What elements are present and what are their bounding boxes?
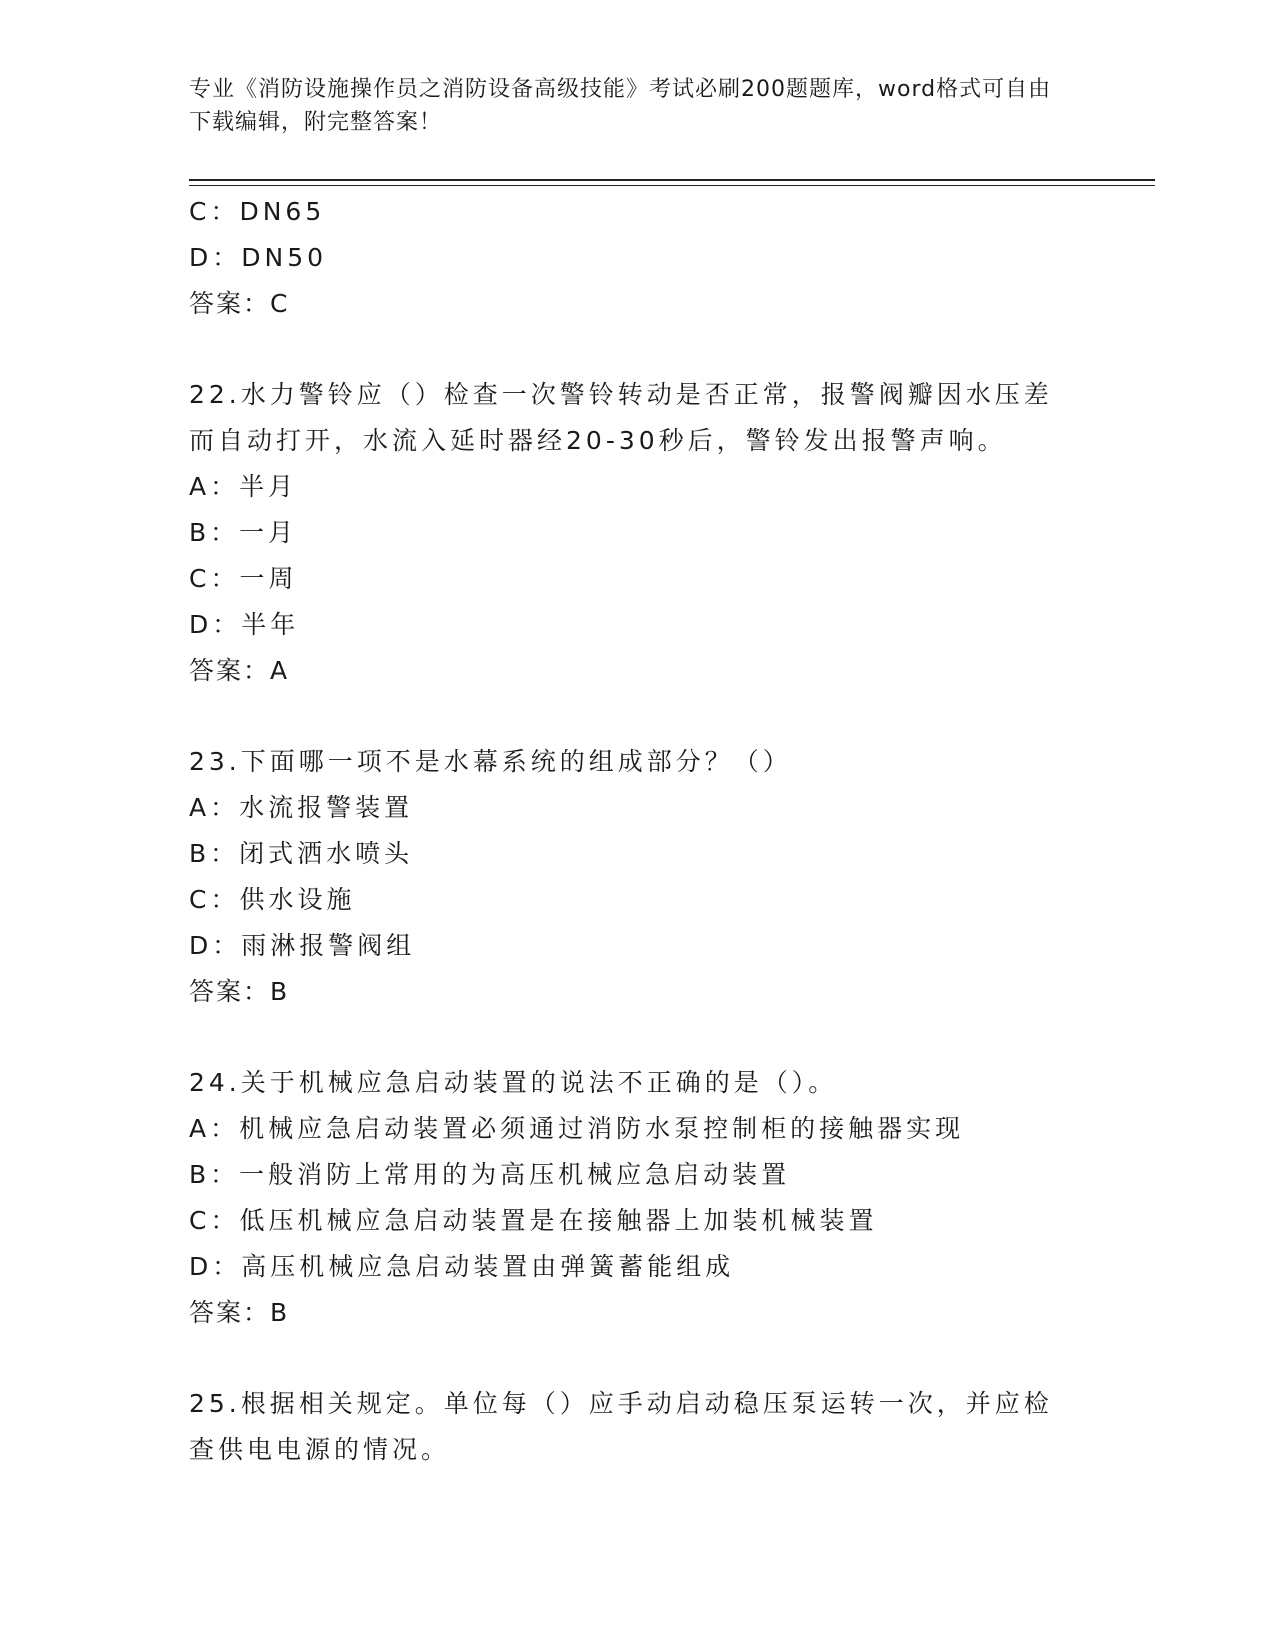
q22-option-b: B：一月 xyxy=(189,518,298,547)
q21-option-c: C：DN65 xyxy=(189,197,326,226)
q22-option-a: A：半月 xyxy=(189,472,298,501)
spacer xyxy=(189,327,1089,372)
header-divider-thick xyxy=(189,179,1155,181)
q25-text: 25.根据相关规定。单位每（）应手动启动稳压泵运转一次，并应检查供电电源的情况。 xyxy=(189,1389,1053,1464)
q24-answer: 答案：B xyxy=(189,1298,290,1327)
q22-option-d: D：半年 xyxy=(189,610,300,639)
q24-text: 24.关于机械应急启动装置的说法不正确的是（）。 xyxy=(189,1068,838,1097)
q21-option-d: D：DN50 xyxy=(189,243,328,272)
question-content xyxy=(189,189,1089,1473)
header-divider-thin xyxy=(189,185,1155,186)
q23-option-a: A：水流报警装置 xyxy=(189,793,414,822)
q23-option-c: C：供水设施 xyxy=(189,885,356,914)
q21-answer: 答案：C xyxy=(189,289,290,318)
spacer xyxy=(189,1336,1089,1381)
spacer xyxy=(189,694,1089,739)
page-header-title: 专业《消防设施操作员之消防设备高级技能》考试必刷200题题库，word格式可自由下载编辑，附完整答案！ xyxy=(189,77,1052,135)
q22-option-c: C：一周 xyxy=(189,564,298,593)
q23-answer: 答案：B xyxy=(189,977,290,1006)
q24-option-c: C：低压机械应急启动装置是在接触器上加装机械装置 xyxy=(189,1206,878,1235)
q23-text: 23.下面哪一项不是水幕系统的组成部分？（） xyxy=(189,747,792,776)
q23-option-b: B：闭式洒水喷头 xyxy=(189,839,414,868)
q23-option-d: D：雨淋报警阀组 xyxy=(189,931,416,960)
q24-option-b: B：一般消防上常用的为高压机械应急启动装置 xyxy=(189,1160,791,1189)
spacer xyxy=(189,1015,1089,1060)
q24-option-d: D：高压机械应急启动装置由弹簧蓄能组成 xyxy=(189,1252,735,1281)
q24-option-a: A：机械应急启动装置必须通过消防水泵控制柜的接触器实现 xyxy=(189,1114,965,1143)
q22-text: 22.水力警铃应（）检查一次警铃转动是否正常，报警阀瓣因水压差而自动打开，水流入延时器经20-30秒后，警铃发出报警声响。 xyxy=(189,380,1053,455)
q22-answer: 答案：A xyxy=(189,656,290,685)
